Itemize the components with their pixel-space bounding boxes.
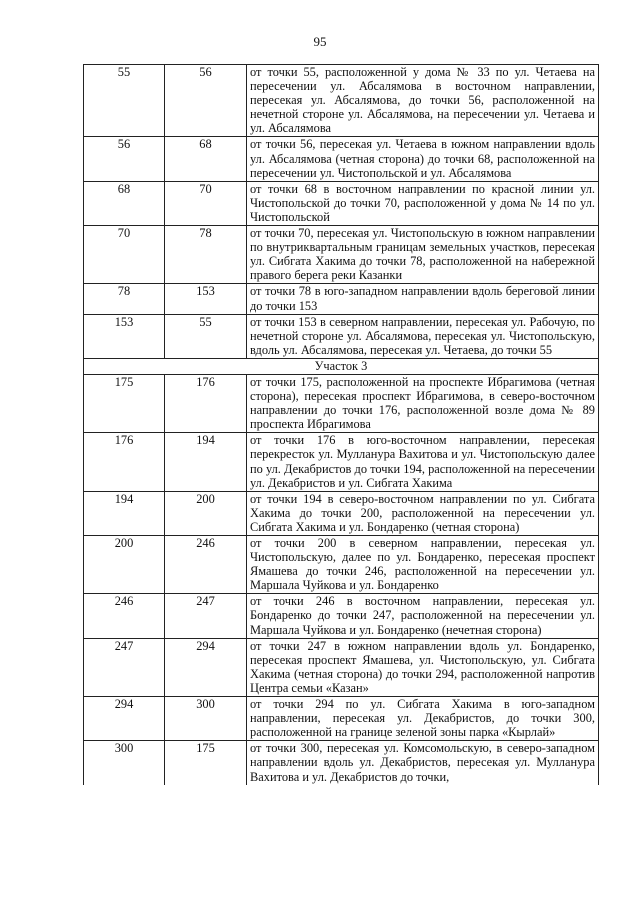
description-cell: от точки 194 в северо-восточном направлении по ул. Сибгата Хакима до точки 200, расположенной на пересечении ул. Сибгата Хакима и ул. Бондаренко (четная сторона) [247, 491, 599, 535]
to-point-cell: 68 [165, 137, 247, 181]
description-cell: от точки 175, расположенной на проспекте Ибрагимова (четная сторона), пересекая проспект Ибрагимова, в северо-восточном направлении до точки 176, расположенной возле дома № 89 проспекта Ибрагимова [247, 374, 599, 432]
to-point-cell: 153 [165, 284, 247, 314]
description-cell: от точки 55, расположенной у дома № 33 по ул. Четаева на пересечении ул. Абсалямова в восточном направлении, пересекая ул. Абсалямова, до точки 56, расположенной на нечетной стороне ул. Абсалямова, на пересечении ул. Четаева и ул. Абсалямова [247, 65, 599, 137]
table-row [84, 374, 599, 432]
description-cell: от точки 68 в восточном направлении по красной линии ул. Чистопольской до точки 70, расположенной у дома № 14 по ул. Чистопольской [247, 181, 599, 225]
from-point-cell: 70 [84, 226, 165, 284]
table-row [84, 137, 599, 181]
from-point-cell: 55 [84, 65, 165, 137]
description-cell: от точки 247 в южном направлении вдоль ул. Бондаренко, пересекая проспект Ямашева, ул. Чистопольскую, ул. Сибгата Хакима (четная сторона) до точки 294, расположенной напротив Центра семьи «Казан» [247, 638, 599, 696]
section-title: Участок 3 [84, 358, 599, 374]
table-row [84, 226, 599, 284]
table-row [84, 314, 599, 358]
to-point-cell: 70 [165, 181, 247, 225]
from-point-cell: 175 [84, 374, 165, 432]
from-point-cell: 294 [84, 697, 165, 741]
from-point-cell: 300 [84, 741, 165, 785]
from-point-cell: 153 [84, 314, 165, 358]
description-cell: от точки 176 в юго-восточном направлении, пересекая перекресток ул. Мулланура Вахитова и ул. Чистопольскую далее по ул. Декабристов до точки 194, расположенной на пересечении ул. Декабристов и ул. Сибгата Хакима [247, 433, 599, 491]
to-point-cell: 175 [165, 741, 247, 785]
boundary-table [83, 64, 599, 785]
description-cell: от точки 78 в юго-западном направлении вдоль береговой линии до точки 153 [247, 284, 599, 314]
from-point-cell: 78 [84, 284, 165, 314]
from-point-cell: 247 [84, 638, 165, 696]
table-row [84, 284, 599, 314]
to-point-cell: 200 [165, 491, 247, 535]
from-point-cell: 176 [84, 433, 165, 491]
table-row [84, 638, 599, 696]
description-cell: от точки 70, пересекая ул. Чистопольскую в южном направлении по внутриквартальным границам земельных участков, пересекая ул. Сибгата Хакима до точки 78, расположенной на набережной правого берега реки Казанки [247, 226, 599, 284]
table-row [84, 697, 599, 741]
to-point-cell: 300 [165, 697, 247, 741]
table-row [84, 181, 599, 225]
description-cell: от точки 200 в северном направлении, пересекая ул. Чистопольскую, далее по ул. Бондаренко, пересекая проспект Ямашева до точки 246, расположенной на пересечении ул. Маршала Чуйкова и ул. Бондаренко [247, 536, 599, 594]
to-point-cell: 55 [165, 314, 247, 358]
to-point-cell: 246 [165, 536, 247, 594]
from-point-cell: 56 [84, 137, 165, 181]
to-point-cell: 56 [165, 65, 247, 137]
to-point-cell: 247 [165, 594, 247, 638]
table-row [84, 536, 599, 594]
section-row [84, 358, 599, 374]
description-cell: от точки 153 в северном направлении, пересекая ул. Рабочую, по нечетной стороне ул. Абсалямова, пересекая ул. Чистопольскую, вдоль ул. Абсалямова, пересекая ул. Четаева, до точки 55 [247, 314, 599, 358]
table-row [84, 741, 599, 785]
to-point-cell: 294 [165, 638, 247, 696]
from-point-cell: 68 [84, 181, 165, 225]
description-cell: от точки 300, пересекая ул. Комсомольскую, в северо-западном направлении вдоль ул. Декабристов, пересекая ул. Мулланура Вахитова и ул. Декабристов до точки, [247, 741, 599, 785]
table-row [84, 594, 599, 638]
table-row [84, 65, 599, 137]
to-point-cell: 176 [165, 374, 247, 432]
to-point-cell: 78 [165, 226, 247, 284]
from-point-cell: 246 [84, 594, 165, 638]
table-row [84, 491, 599, 535]
from-point-cell: 194 [84, 491, 165, 535]
table-row [84, 433, 599, 491]
page-number: 95 [313, 34, 327, 49]
description-cell: от точки 294 по ул. Сибгата Хакима в юго-западном направлении, пересекая ул. Декабристов, до точки 300, расположенной на границе зеленой зоны парка «Кырлай» [247, 697, 599, 741]
from-point-cell: 200 [84, 536, 165, 594]
description-cell: от точки 246 в восточном направлении, пересекая ул. Бондаренко до точки 247, расположенной на пересечении ул. Маршала Чуйкова и ул. Бондаренко (нечетная сторона) [247, 594, 599, 638]
description-cell: от точки 56, пересекая ул. Четаева в южном направлении вдоль ул. Абсалямова (четная сторона) до точки 68, расположенной на пересечении ул. Чистопольской и ул. Абсалямова [247, 137, 599, 181]
to-point-cell: 194 [165, 433, 247, 491]
